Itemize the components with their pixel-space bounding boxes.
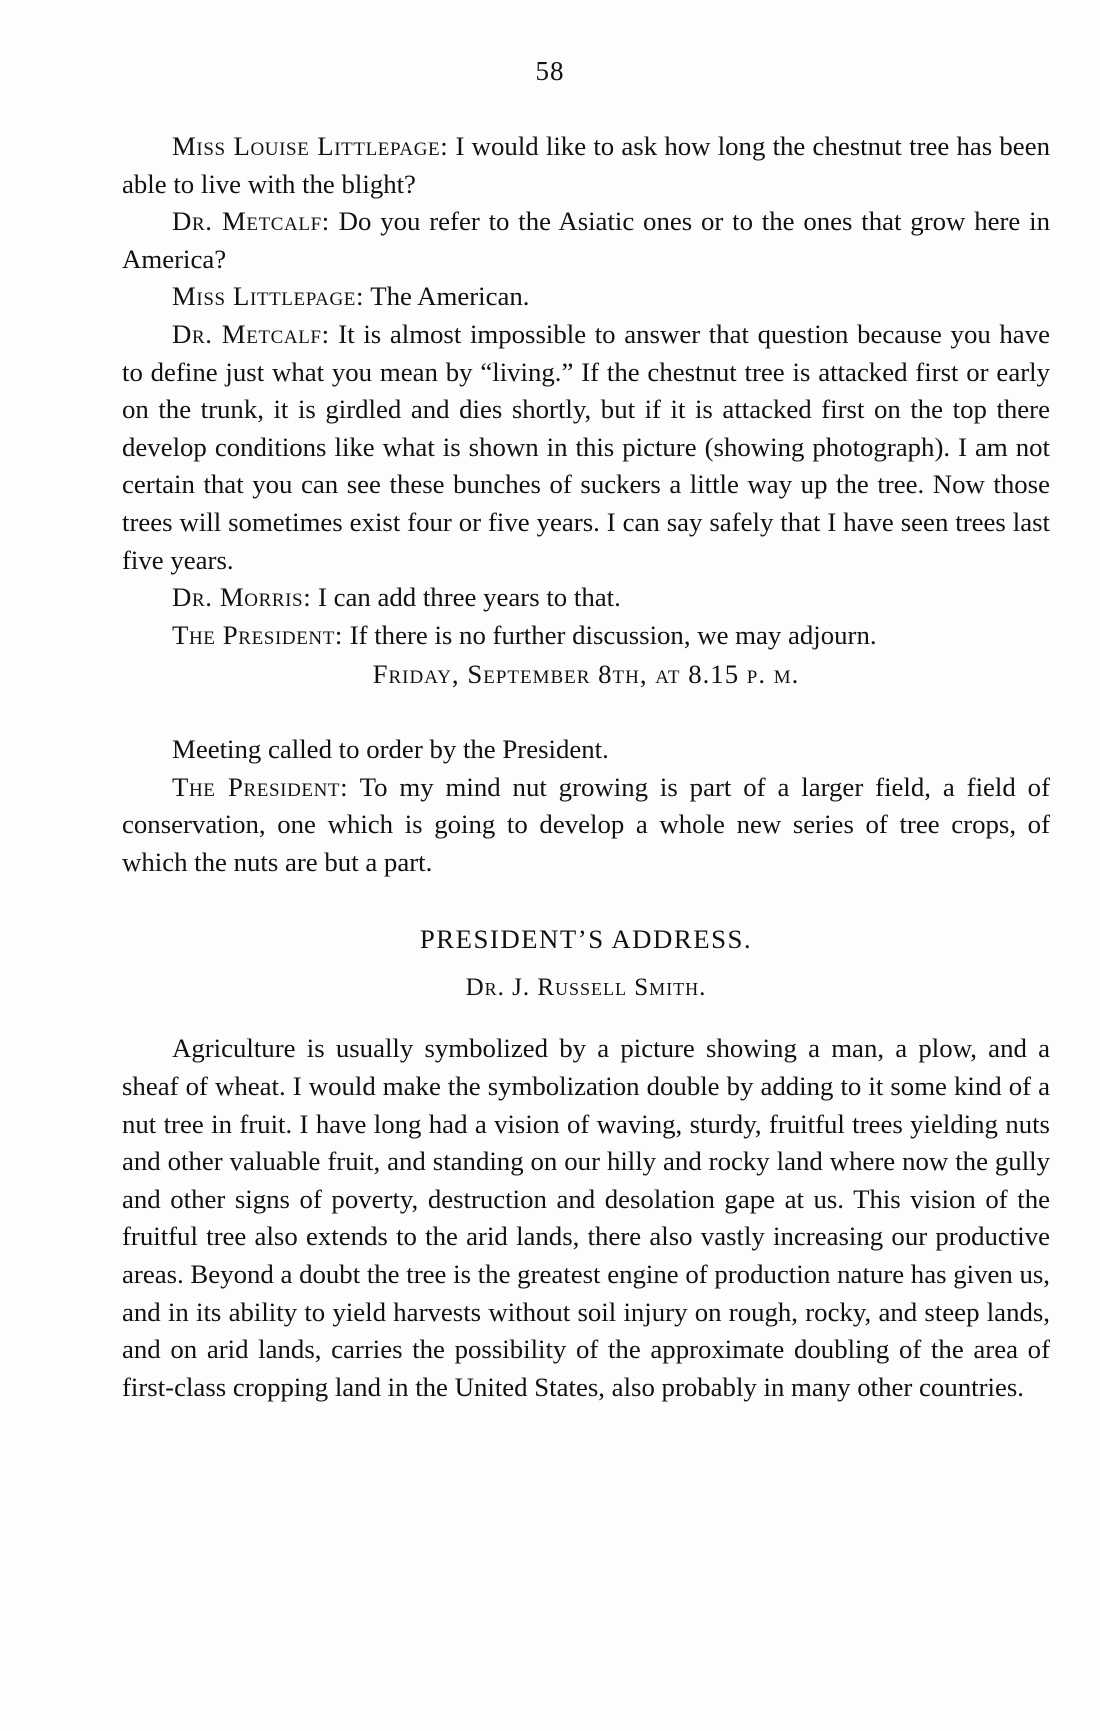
address-paragraph: Agriculture is usually symbolized by a picture showing a man, a plow, and a sheaf of wheat. I would make the symbolization double by adding to it some kind of a nut tree in fruit. I have long had a vision of waving, sturdy, fruitful trees yielding nuts and other valuable fruit, and standing on our hilly and rocky land where now the gully and other signs of poverty, destruction and desolation gape at us. This vision of the fruitful tree also extends to the arid lands, there also vastly increasing our productive areas. Beyond a doubt the tree is the greatest engine of production nature has given us, and in its ability to yield harvests without soil injury on rough, rocky, and steep lands, and on arid lands, carries the possibility of the approximate doubling of the area of first-class cropping land in the United States, also probably in many other countries. bbox=[122, 1033, 1050, 1402]
president-remark bbox=[122, 769, 1050, 882]
speech-text: I can add three years to that. bbox=[317, 582, 621, 613]
page-number: 58 bbox=[535, 56, 565, 86]
session-heading: Friday, September 8th, at 8.15 p. m. bbox=[372, 659, 800, 690]
discussion-paragraph bbox=[122, 203, 1050, 278]
address-title: PRESIDENT’S ADDRESS. bbox=[419, 924, 753, 955]
discussion-paragraph bbox=[122, 128, 1050, 203]
speaker-name: The President: bbox=[172, 771, 349, 802]
speech-text: The American. bbox=[370, 281, 530, 312]
speech-text: If there is no further discussion, we may adjourn. bbox=[349, 619, 877, 650]
discussion-paragraph bbox=[122, 316, 1050, 579]
page-body bbox=[122, 128, 1050, 1406]
section-spacer bbox=[122, 1006, 1050, 1030]
call-to-order: Meeting called to order by the President. bbox=[172, 733, 609, 764]
speaker-name: Dr. Metcalf: bbox=[172, 318, 330, 349]
discussion-paragraph bbox=[122, 278, 1050, 316]
discussion-paragraph bbox=[122, 617, 1050, 655]
speaker-name: Miss Littlepage: bbox=[172, 281, 365, 312]
speech-text: To my mind nut growing is part of a larger field, a field of conservation, one which is going to develop a whole new series of tree crops, of which the nuts are but a part. bbox=[122, 771, 1050, 877]
speech-text: I would like to ask how long the chestnut tree has been able to live with the blight? bbox=[122, 131, 1050, 199]
address-author: Dr. J. Russell Smith. bbox=[465, 973, 707, 1001]
discussion-paragraph bbox=[122, 579, 1050, 617]
section-spacer bbox=[122, 881, 1050, 921]
speech-text: It is almost impossible to answer that question because you have to define just what you mean by “living.” If the chestnut tree is attacked first or early on the trunk, it is girdled and dies shortly, but if it is attacked first on the top there develop conditions like what is shown in this picture (showing photograph). I am not certain that you can see these bunches of suckers a little way up the tree. Now those trees will sometimes exist four or five years. I can say safely that I have seen trees last five years. bbox=[122, 318, 1050, 575]
speaker-name: Dr. Metcalf: bbox=[172, 206, 330, 237]
speech-text: Do you refer to the Asiatic ones or to the ones that grow here in America? bbox=[122, 206, 1050, 274]
speaker-name: Dr. Morris: bbox=[172, 582, 312, 613]
speaker-name: The President: bbox=[172, 619, 343, 650]
speaker-name: Miss Louise Littlepage: bbox=[172, 131, 449, 161]
